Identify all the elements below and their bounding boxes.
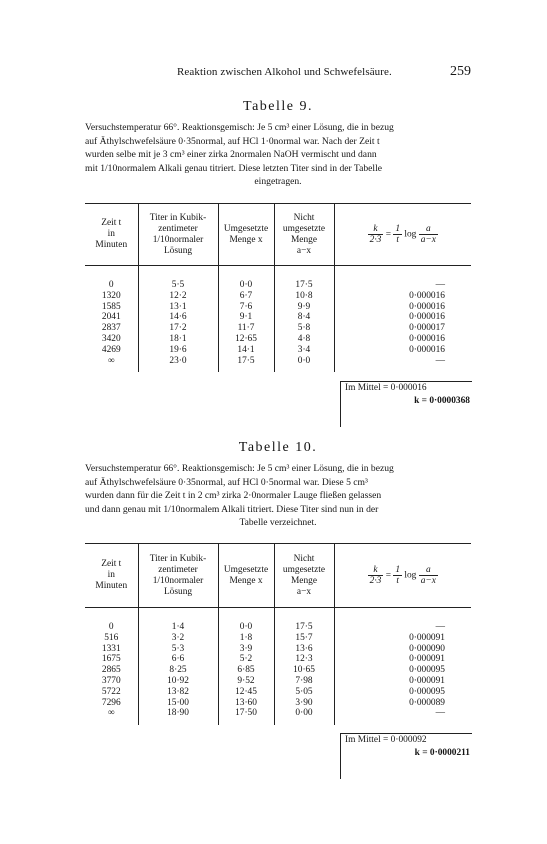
table-row [85,676,471,687]
desc-line: Versuchstemperatur 66°. Reaktionsgemisch: Je 5 cm³ einer Lösung, die in bezug [85,122,394,133]
header-line: Minuten [95,581,128,591]
col-header-umgesetzt [218,204,274,266]
cell-nicht: 0·00 [274,708,334,725]
numerator: 1 [395,224,401,234]
col-header-titer [138,204,218,266]
cell-k: 0·000016 [334,302,471,313]
cell-nicht: 10·65 [274,665,334,676]
cell-k: 0·000016 [334,312,471,323]
cell-nicht: 4·8 [274,334,334,345]
running-title: Reaktion zwischen Alkohol und Schwefelsäure. [177,66,392,78]
cell-zeit: 2837 [101,323,121,334]
cell-nicht: 9·9 [274,302,334,313]
header-line: Menge x [229,575,263,586]
table-9-summary [340,381,472,408]
table-row [85,665,471,676]
header-line: Lösung [163,586,193,597]
table-row [85,644,471,655]
header-line: a−x [296,586,312,597]
table-row [85,291,471,302]
k-numerator: k [368,224,384,235]
header-line: Menge x [229,234,263,245]
log-label: log [404,229,417,240]
mittel-value: Im Mittel = 0·000092 [345,735,427,745]
cell-k: — [334,266,471,291]
table-row [85,654,471,665]
cell-titer: 18·1 [138,334,218,345]
cell-nicht: 10·8 [274,291,334,302]
col-header-k-formula [334,204,471,266]
cell-umgesetzt: 1·8 [218,633,274,644]
page-number: 259 [450,64,471,79]
header-line: umgesetzte [282,223,326,234]
cell-k: 0·000091 [334,676,471,687]
cell-zeit: 516 [104,632,119,643]
table-10 [85,543,471,725]
table-row [85,323,471,334]
desc-line: wurden selbe mit je 3 cm³ einer zirka 2normalen NaOH vermischt und dann [85,149,377,161]
cell-nicht: 12·3 [274,654,334,665]
cell-k: — [334,356,471,373]
cell-umgesetzt: 12·65 [218,334,274,345]
cell-nicht: 15·7 [274,633,334,644]
table-header-row [85,204,471,266]
desc-line: mit 1/10normalem Alkali genau titriert. Diese letzten Titer sind in der Tabelle [85,162,383,174]
cell-nicht: 13·6 [274,644,334,655]
table-row [85,302,471,313]
cell-k: — [334,608,471,633]
cell-zeit: ∞ [107,708,115,719]
table-10-summary [340,733,472,760]
table-row [85,356,471,373]
cell-nicht: 0·0 [274,356,334,373]
header-line: Umgesetzte [223,564,269,575]
header-line: Titer in Kubik- [149,212,207,223]
table-header-row [85,544,471,608]
cell-titer: 10·92 [138,676,218,687]
cell-k: 0·000095 [334,665,471,676]
cell-nicht: 3·4 [274,345,334,356]
cell-k: 0·000016 [334,291,471,302]
header-line: Menge [290,575,318,586]
cell-zeit: 3770 [101,675,121,686]
summary-rule [340,381,341,427]
cell-k: 0·000016 [334,334,471,345]
cell-titer: 8·25 [138,665,218,676]
cell-zeit: 7296 [101,697,121,708]
k-denominator: 2·3 [369,235,382,245]
cell-titer: 12·2 [138,291,218,302]
header-line: umgesetzte [282,564,326,575]
cell-nicht: 7·98 [274,676,334,687]
cell-zeit: 2865 [101,665,121,676]
table-row [85,608,471,633]
header-line: a−x [296,245,312,256]
col-header-titer [138,544,218,608]
cell-nicht: 17·5 [274,608,334,633]
cell-umgesetzt: 11·7 [218,323,274,334]
cell-zeit: 1675 [101,654,121,665]
cell-titer: 5·3 [138,644,218,655]
cell-zeit: 1585 [101,301,121,312]
cell-titer: 19·6 [138,345,218,356]
cell-zeit: 1320 [101,290,121,301]
cell-titer: 14·6 [138,312,218,323]
cell-umgesetzt: 5·2 [218,654,274,665]
cell-nicht: 8·4 [274,312,334,323]
numerator: a [419,565,438,576]
col-header-k-formula [334,544,471,608]
col-header-nicht [274,544,334,608]
cell-zeit: 2041 [101,312,121,323]
cell-nicht: 5·8 [274,323,334,334]
cell-umgesetzt: 17·50 [218,708,274,725]
header-line: Nicht [293,212,315,223]
denominator: a−x [420,235,436,245]
header-line: Nicht [293,553,315,564]
header-line: Umgesetzte [223,223,269,234]
equals-sign: = [385,570,391,581]
denominator: t [396,235,399,245]
cell-zeit: 4269 [101,344,121,355]
cell-zeit: ∞ [107,355,115,366]
header-line: Zeit t [101,559,122,569]
desc-line: Versuchstemperatur 66°. Reaktionsgemisch: Je 5 cm³ einer Lösung, die in bezug [85,463,394,474]
fraction [419,565,438,586]
fraction [419,224,438,245]
cell-titer: 13·82 [138,687,218,698]
log-label: log [404,570,417,581]
denominator: a−x [420,576,436,586]
cell-titer: 15·00 [138,698,218,709]
table-row [85,266,471,291]
fraction [393,224,402,245]
k-total-value: k = 0·0000211 [414,748,470,758]
cell-umgesetzt: 13·60 [218,698,274,709]
cell-titer: 23·0 [138,356,218,373]
cell-titer: 17·2 [138,323,218,334]
denominator: t [396,576,399,586]
page-header [85,66,471,82]
cell-umgesetzt: 17·5 [218,356,274,373]
cell-zeit: 0 [108,622,114,632]
header-line: zentimeter [158,223,198,234]
fraction [393,565,402,586]
cell-umgesetzt: 6·7 [218,291,274,302]
desc-line: wurden dann für die Zeit t in 2 cm³ zirka 2·0normaler Lauge fließen gelassen [85,490,382,502]
cell-umgesetzt: 6·85 [218,665,274,676]
table-9 [85,203,471,372]
header-line: Menge [290,234,318,245]
cell-zeit: 5722 [101,686,121,697]
header-line: in [107,570,115,580]
cell-titer: 1·4 [138,608,218,633]
cell-k: 0·000091 [334,633,471,644]
table-9-title: Tabelle 9. [243,99,313,114]
fraction [368,565,384,586]
cell-umgesetzt: 9·52 [218,676,274,687]
desc-line: auf Äthylschwefelsäure 0·35normal, auf HCl 1·0normal war. Nach der Zeit t [85,135,380,147]
col-header-zeit [85,204,138,266]
cell-umgesetzt: 9·1 [218,312,274,323]
table-row [85,708,471,725]
cell-umgesetzt: 7·6 [218,302,274,313]
header-line: 1/10normaler [152,234,204,245]
cell-titer: 6·6 [138,654,218,665]
table-10-description [85,462,471,530]
table-row [85,345,471,356]
table-row [85,633,471,644]
table-10-title: Tabelle 10. [238,440,318,455]
cell-titer: 3·2 [138,633,218,644]
cell-nicht: 17·5 [274,266,334,291]
cell-titer: 5·5 [138,266,218,291]
cell-umgesetzt: 0·0 [218,266,274,291]
cell-umgesetzt: 3·9 [218,644,274,655]
desc-line: und dann genau mit 1/10normalem Alkali titriert. Diese Titer sind nun in der [85,503,379,515]
cell-umgesetzt: 14·1 [218,345,274,356]
cell-k: — [334,708,471,725]
k-denominator: 2·3 [369,576,382,586]
cell-zeit: 1331 [101,643,121,654]
table-row [85,698,471,709]
header-line: in [107,229,115,239]
cell-nicht: 3·90 [274,698,334,709]
header-line: Zeit t [101,218,122,228]
col-header-zeit [85,544,138,608]
cell-zeit: 0 [108,280,114,290]
desc-line: auf Äthylschwefelsäure 0·35normal, auf HCl 0·5normal war. Diese 5 cm³ [85,476,368,488]
cell-nicht: 5·05 [274,687,334,698]
cell-titer: 18·90 [138,708,218,725]
cell-k: 0·000090 [334,644,471,655]
header-line: Lösung [163,245,193,256]
equals-sign: = [385,229,391,240]
cell-umgesetzt: 12·45 [218,687,274,698]
cell-zeit: 3420 [101,333,121,344]
cell-k: 0·000089 [334,698,471,709]
cell-titer: 13·1 [138,302,218,313]
table-row [85,312,471,323]
header-line: zentimeter [158,564,198,575]
table-9-description [85,121,471,189]
desc-line: Tabelle verzeichnet. [239,517,317,529]
header-line: Minuten [95,240,128,250]
fraction [368,224,384,245]
col-header-nicht [274,204,334,266]
header-line: 1/10normaler [152,575,204,586]
cell-k: 0·000016 [334,345,471,356]
table-row [85,334,471,345]
desc-line: eingetragen. [254,176,302,188]
mittel-value: Im Mittel = 0·000016 [345,383,427,393]
cell-umgesetzt: 0·0 [218,608,274,633]
numerator: a [419,224,438,235]
col-header-umgesetzt [218,544,274,608]
numerator: 1 [395,565,401,575]
summary-rule [340,733,341,779]
cell-k: 0·000091 [334,654,471,665]
cell-k: 0·000017 [334,323,471,334]
k-total-value: k = 0·0000368 [414,396,470,406]
header-line: Titer in Kubik- [149,553,207,564]
cell-k: 0·000095 [334,687,471,698]
table-row [85,687,471,698]
k-numerator: k [368,565,384,576]
